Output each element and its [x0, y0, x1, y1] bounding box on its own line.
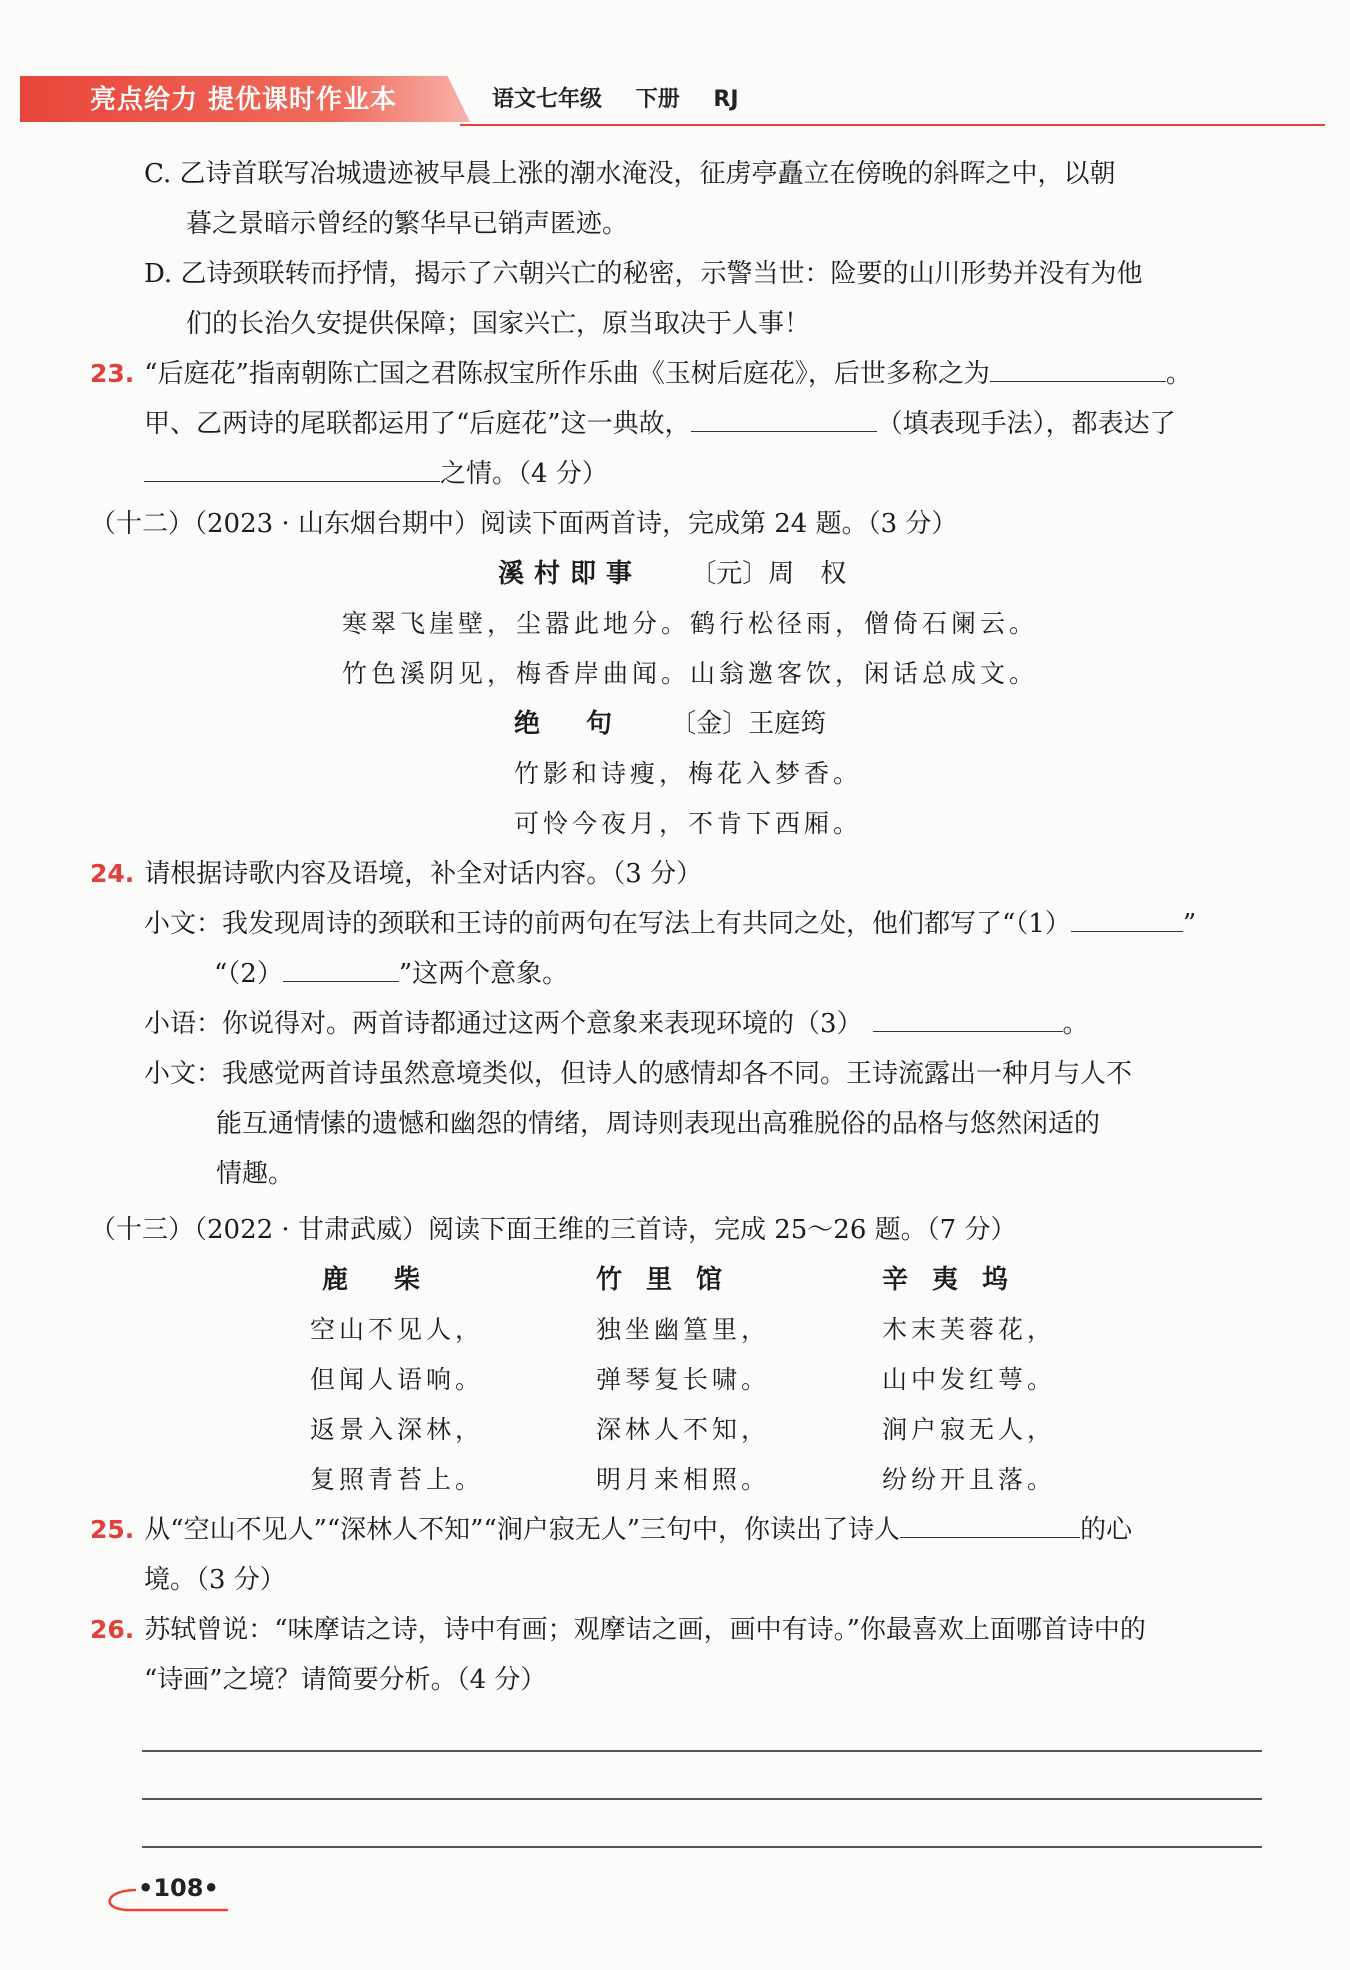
wangwei-poem2-title: 竹里馆 — [596, 1265, 747, 1295]
wangwei-poem1-line: 返景入深林， — [310, 1415, 485, 1444]
header-brand: 亮点给力 提优课时作业本 — [90, 85, 398, 115]
question-23-line2 — [144, 404, 1176, 444]
wangwei-poem2-line: 深林人不知， — [596, 1415, 771, 1444]
wangwei-poem2-line: 独坐幽篁里， — [596, 1315, 771, 1344]
answer-blank[interactable] — [283, 955, 399, 982]
option-d-line2: 们的长治久安提供保障；国家兴亡，原当取决于人事！ — [186, 309, 811, 339]
poem2-line-1: 竹影和诗瘦，梅花入梦香。 — [514, 759, 863, 788]
poem2-author: 〔金〕王庭筠 — [670, 709, 827, 739]
question-23-text-2a: 甲、乙两诗的尾联都运用了“后庭花”这一典故， — [144, 409, 691, 439]
answer-blank[interactable] — [900, 1511, 1080, 1538]
question-23-text-3: 之情。（4 分） — [440, 459, 608, 489]
section-12-heading: （十二）（2023 · 山东烟台期中）阅读下面两首诗，完成第 24 题。（3 分） — [90, 509, 958, 539]
dialog-xiaowen-1 — [144, 904, 1196, 944]
option-c-line1: C. 乙诗首联写冶城遗迹被早晨上涨的潮水淹没，征虏亭矗立在傍晚的斜晖之中，以朝 — [144, 159, 1116, 189]
answer-blank[interactable] — [691, 405, 877, 432]
header-book-info — [492, 82, 765, 118]
poem1-author: 〔元〕周 权 — [690, 559, 847, 589]
question-23-number: 23. — [90, 359, 135, 388]
dialog-xiaowen-2-line1: 小文：我感觉两首诗虽然意境类似，但诗人的感情却各不同。王诗流露出一种月与人不 — [144, 1059, 1133, 1089]
wangwei-poem3-line: 山中发红萼。 — [882, 1365, 1057, 1394]
header-rule — [460, 124, 1325, 126]
wangwei-poem1-title: 鹿 柴 — [322, 1265, 431, 1295]
header-edition: RJ — [713, 87, 739, 112]
question-26-line1 — [90, 1610, 1146, 1650]
option-d-line1: D. 乙诗颈联转而抒情，揭示了六朝兴亡的秘密，示警当世：险要的山川形势并没有为他 — [144, 259, 1143, 289]
wangwei-poem2-line: 弹琴复长啸。 — [596, 1365, 771, 1394]
wangwei-poem2-line: 明月来相照。 — [596, 1465, 771, 1494]
question-23-line3 — [144, 454, 608, 494]
dialog-xiaowen-1b-end: ”这两个意象。 — [398, 959, 569, 989]
option-c-line2: 暮之景暗示曾经的繁华早已销声匿迹。 — [186, 209, 629, 239]
dialog-xiaowen-1b — [214, 954, 568, 994]
dialog-xiaoyu — [144, 1004, 1089, 1044]
question-25-line1 — [90, 1510, 1132, 1550]
question-25-end: 的心 — [1080, 1515, 1133, 1545]
wangwei-poem1-line: 空山不见人， — [310, 1315, 485, 1344]
wangwei-poem1-line: 复照青苔上。 — [310, 1465, 485, 1494]
answer-blank[interactable] — [1071, 905, 1183, 932]
question-23-text: “后庭花”指南朝陈亡国之君陈叔宝所作乐曲《玉树后庭花》，后世多称之为 — [144, 359, 990, 389]
wangwei-poem1-line: 但闻人语响。 — [310, 1365, 485, 1394]
answer-line[interactable] — [142, 1846, 1262, 1848]
poem1-title: 溪村即事 — [498, 559, 643, 589]
dialog-xiaowen-1b-start: “（2） — [214, 959, 283, 989]
dialog-xiaowen-1-text: 小文：我发现周诗的颈联和王诗的前两句在写法上有共同之处，他们都写了“（1） — [144, 909, 1071, 939]
dialog-xiaowen-2-line2: 能互通情愫的遗憾和幽怨的情绪，周诗则表现出高雅脱俗的品格与悠然闲适的 — [216, 1109, 1101, 1139]
wangwei-poem3-title: 辛夷坞 — [882, 1265, 1033, 1295]
question-23-line1 — [90, 354, 1192, 394]
dialog-xiaoyu-end: 。 — [1062, 1009, 1089, 1039]
poem1-header — [498, 554, 846, 594]
question-26-number: 26. — [90, 1615, 135, 1644]
page-header — [0, 76, 1325, 130]
question-23-end: 。 — [1165, 359, 1192, 389]
question-24-prompt: 请根据诗歌内容及语境，补全对话内容。（3 分） — [144, 859, 703, 889]
question-26-text: 苏轼曾说：“味摩诘之诗，诗中有画；观摩诘之画，画中有诗。”你最喜欢上面哪首诗中的 — [144, 1615, 1146, 1645]
question-24-number: 24. — [90, 859, 135, 888]
header-volume: 下册 — [635, 87, 680, 112]
answer-blank[interactable] — [873, 1005, 1063, 1032]
question-26-line2: “诗画”之境？请简要分析。（4 分） — [144, 1665, 547, 1695]
dialog-xiaoyu-text: 小语：你说得对。两首诗都通过这两个意象来表现环境的（3） — [144, 1009, 863, 1039]
poem1-line-2: 竹色溪阴见，梅香岸曲闻。山翁邀客饮，闲话总成文。 — [342, 659, 1039, 688]
poem2-line-2: 可怜今夜月，不肯下西厢。 — [514, 809, 863, 838]
poem2-header — [514, 704, 826, 744]
dialog-xiaowen-1-end: ” — [1182, 909, 1197, 939]
header-subject: 语文七年级 — [492, 87, 603, 112]
poem2-title: 绝 句 — [514, 709, 623, 739]
answer-line[interactable] — [142, 1750, 1262, 1752]
poem1-line-1: 寒翠飞崖壁，尘嚣此地分。鹤行松径雨，僧倚石阑云。 — [342, 609, 1039, 638]
answer-blank[interactable] — [990, 355, 1166, 382]
question-24-line1 — [90, 854, 702, 894]
answer-line[interactable] — [142, 1798, 1262, 1800]
question-25-line2: 境。（3 分） — [144, 1565, 286, 1595]
dialog-xiaowen-2-line3: 情趣。 — [216, 1159, 295, 1189]
wangwei-poem3-line: 涧户寂无人， — [882, 1415, 1057, 1444]
section-13-heading: （十三）（2022 · 甘肃武威）阅读下面王维的三首诗，完成 25～26 题。（7 分） — [90, 1215, 1017, 1245]
wangwei-poem3-line: 纷纷开且落。 — [882, 1465, 1057, 1494]
question-25-number: 25. — [90, 1515, 135, 1544]
answer-blank[interactable] — [144, 455, 440, 482]
question-23-text-2b: （填表现手法），都表达了 — [876, 409, 1176, 439]
page-number: •108• — [138, 1874, 219, 1902]
question-25-text: 从“空山不见人”“深林人不知”“涧户寂无人”三句中，你读出了诗人 — [144, 1515, 901, 1545]
wangwei-poem3-line: 木末芙蓉花， — [882, 1315, 1057, 1344]
